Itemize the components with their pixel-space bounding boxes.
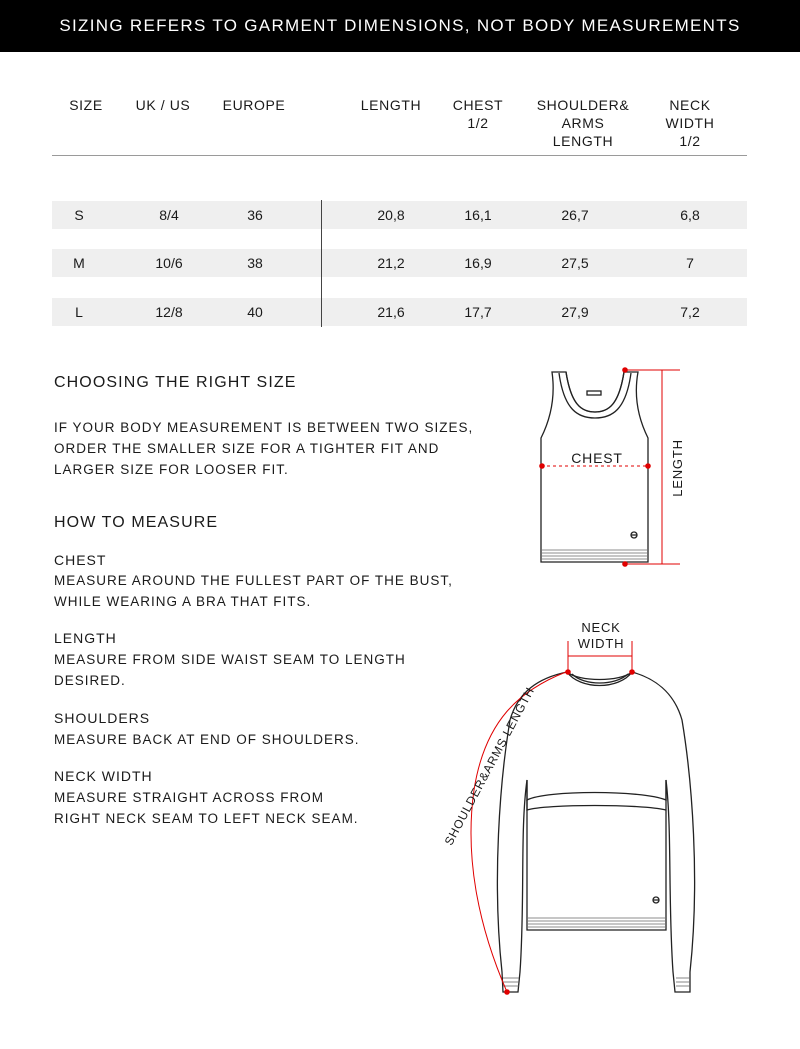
column-divider: [321, 200, 322, 327]
cell-size: L: [75, 304, 83, 320]
tank-chest-label: CHEST: [571, 450, 623, 466]
cell-size: M: [73, 255, 85, 271]
header-size: SIZE: [69, 97, 103, 113]
neck-width-text: MEASURE STRAIGHT ACROSS FROM RIGHT NECK SEAM TO LEFT NECK SEAM.: [54, 790, 359, 826]
header-neck-width: NECK WIDTH 1/2: [665, 97, 715, 149]
cell-uk-us: 8/4: [159, 207, 179, 223]
choosing-title: CHOOSING THE RIGHT SIZE: [54, 374, 297, 391]
length-text: MEASURE FROM SIDE WAIST SEAM TO LENGTH DESIRED.: [54, 652, 406, 688]
cell-shoulder-arms: 26,7: [561, 207, 589, 223]
cell-length: 20,8: [377, 207, 405, 223]
cell-uk-us: 10/6: [155, 255, 183, 271]
cell-chest: 17,7: [464, 304, 492, 320]
header-divider: [52, 155, 747, 156]
table-row: [52, 201, 747, 229]
cell-length: 21,2: [377, 255, 405, 271]
cell-neck-width: 6,8: [680, 207, 700, 223]
banner: SIZING REFERS TO GARMENT DIMENSIONS, NOT BODY MEASUREMENTS: [0, 0, 800, 52]
length-title: LENGTH: [54, 630, 117, 646]
table-row: [52, 249, 747, 277]
table-row: [52, 298, 747, 326]
neck-label-2: WIDTH: [577, 636, 625, 651]
header-length: LENGTH: [360, 97, 422, 113]
cell-shoulder-arms: 27,9: [561, 304, 589, 320]
cell-chest: 16,1: [464, 207, 492, 223]
cell-size: S: [74, 207, 84, 223]
shoulders-text: MEASURE BACK AT END OF SHOULDERS.: [54, 732, 360, 747]
cell-europe: 38: [247, 255, 263, 271]
cell-europe: 40: [247, 304, 263, 320]
cell-neck-width: 7: [686, 255, 694, 271]
neck-width-title: NECK WIDTH: [54, 768, 153, 784]
tank-length-label: LENGTH: [670, 439, 685, 497]
sweater-diagram: [440, 610, 740, 1000]
cell-length: 21,6: [377, 304, 405, 320]
howto-title: HOW TO MEASURE: [54, 514, 219, 531]
tank-top-diagram: [520, 362, 700, 574]
cell-neck-width: 7,2: [680, 304, 700, 320]
cell-uk-us: 12/8: [155, 304, 183, 320]
chest-title: CHEST: [54, 552, 107, 568]
choosing-text: IF YOUR BODY MEASUREMENT IS BETWEEN TWO SIZES, ORDER THE SMALLER SIZE FOR A TIGHTER FIT AND LARGER SIZE FOR LOOSER FIT.: [54, 420, 474, 477]
cell-chest: 16,9: [464, 255, 492, 271]
header-shoulder-arms: SHOULDER& ARMS LENGTH: [536, 97, 630, 149]
header-europe: EUROPE: [222, 97, 286, 113]
cell-europe: 36: [247, 207, 263, 223]
shoulder-arms-label: SHOULDER&ARMS LENGTH: [441, 684, 538, 848]
header-chest: CHEST 1/2: [452, 97, 504, 131]
cell-shoulder-arms: 27,5: [561, 255, 589, 271]
shoulders-title: SHOULDERS: [54, 710, 151, 726]
header-uk-us: UK / US: [135, 97, 191, 113]
chest-text: MEASURE AROUND THE FULLEST PART OF THE BUST, WHILE WEARING A BRA THAT FITS.: [54, 573, 453, 609]
neck-label-1: NECK: [581, 620, 621, 635]
